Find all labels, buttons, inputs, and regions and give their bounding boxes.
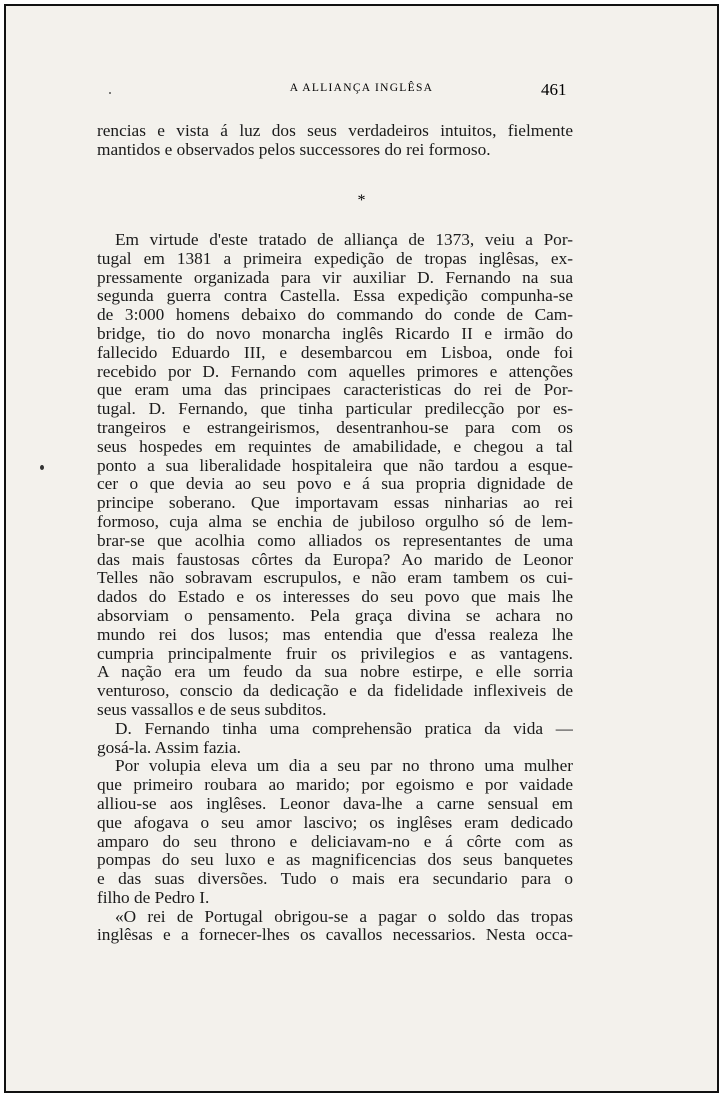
margin-mark bbox=[40, 465, 44, 470]
text-line: cumpria principalmente fruir os privilegios e as vantagens. bbox=[97, 644, 573, 663]
page-number: 461 bbox=[541, 80, 567, 99]
text-line: amparo do seu throno e deliciavam-no e á côrte com as bbox=[97, 832, 573, 851]
text-line: «O rei de Portugal obrigou-se a pagar o soldo das tropas bbox=[115, 907, 573, 926]
opening-paragraph bbox=[97, 122, 573, 160]
text-line: inglêsas e a fornecer-lhes os cavallos necessarios. Nesta occa- bbox=[97, 926, 573, 945]
text-line: que primeiro roubara ao marido; por egoismo e por vaidade bbox=[97, 776, 573, 795]
text-line: Em virtude d'este tratado de alliança de 1373, veiu a Por- bbox=[115, 231, 573, 249]
text-line: principe soberano. Que importavam essas ninharias ao rei bbox=[97, 494, 573, 513]
text-line: segunda guerra contra Castella. Essa expedição compunha-se bbox=[97, 287, 573, 306]
text-line: das mais faustosas côrtes da Europa? Ao marido de Leonor bbox=[97, 550, 573, 569]
text-line: D. Fernando tinha uma comprehensão pratica da vida — bbox=[115, 719, 573, 738]
text-line: gosá-la. Assim fazia. bbox=[97, 738, 241, 757]
text-line: A nação era um feudo da sua nobre estirpe, e elle sorria bbox=[97, 663, 573, 682]
text-line: venturoso, conscio da dedicação e da fidelidade inflexiveis de bbox=[97, 682, 573, 701]
text-line: ponto a sua liberalidade hospitaleira que não tardou a esque- bbox=[97, 456, 573, 475]
text-line: que afogava o seu amor lascivo; os inglêses eram dedicado bbox=[97, 813, 573, 832]
text-line: e das suas diversões. Tudo o mais era secundario para o bbox=[97, 870, 573, 889]
text-line: bridge, tio do novo monarcha inglês Ricardo II e irmão do bbox=[97, 324, 573, 343]
text-line: mantidos e observados pelos successores do rei formoso. bbox=[97, 140, 491, 159]
text-line: recebido por D. Fernando com aquelles primores e attenções bbox=[97, 362, 573, 381]
text-line: absorviam o pensamento. Pela graça divina se achara no bbox=[97, 606, 573, 625]
text-line: tugal em 1381 a primeira expedição de tropas inglêsas, ex- bbox=[97, 249, 573, 268]
text-line: que eram uma das principaes caracteristicas do rei de Por- bbox=[97, 381, 573, 400]
text-line: rencias e vista á luz dos seus verdadeiros intuitos, fielmente bbox=[97, 122, 573, 140]
text-line: tugal. D. Fernando, que tinha particular predilecção por es- bbox=[97, 400, 573, 419]
text-line: dados do Estado e os interesses do seu povo que mais lhe bbox=[97, 588, 573, 607]
text-line: Telles não sobravam escrupulos, e não eram tambem os cui- bbox=[97, 569, 573, 588]
paragraph-1 bbox=[97, 231, 573, 945]
text-line: Por volupia eleva um dia a seu par no throno uma mulher bbox=[115, 757, 573, 776]
text-line: pressamente organizada para vir auxiliar D. Fernando na sua bbox=[97, 268, 573, 287]
text-line: cer o que devia ao seu povo e á sua propria dignidade de bbox=[97, 475, 573, 494]
text-line: fallecido Eduardo III, e desembarcou em Lisboa, onde foi bbox=[97, 343, 573, 362]
text-line: brar-se que acolhia como alliados os representantes de uma bbox=[97, 531, 573, 550]
page-frame bbox=[4, 4, 719, 1093]
text-line: pompas do seu luxo e as magnificencias dos seus banquetes bbox=[97, 851, 573, 870]
running-title: A ALLIANÇA INGLÊSA bbox=[289, 82, 434, 94]
section-break-asterisk: * bbox=[357, 192, 366, 209]
text-line: de 3:000 homens debaixo do commando do conde de Cam- bbox=[97, 306, 573, 325]
text-line: formoso, cuja alma se enchia de jubiloso orgulho só de lem- bbox=[97, 512, 573, 531]
text-line: seus hospedes em requintes de amabilidade, e chegou a tal bbox=[97, 437, 573, 456]
text-line: trangeiros e estrangeirismos, desentranhou-se para com os bbox=[97, 418, 573, 437]
text-line: filho de Pedro I. bbox=[97, 888, 210, 907]
text-line: mundo rei dos lusos; mas entendia que d'essa realeza lhe bbox=[97, 625, 573, 644]
text-line: seus vassallos e de seus subditos. bbox=[97, 700, 327, 719]
text-line: alliou-se aos inglêses. Leonor dava-lhe a carne sensual em bbox=[97, 794, 573, 813]
